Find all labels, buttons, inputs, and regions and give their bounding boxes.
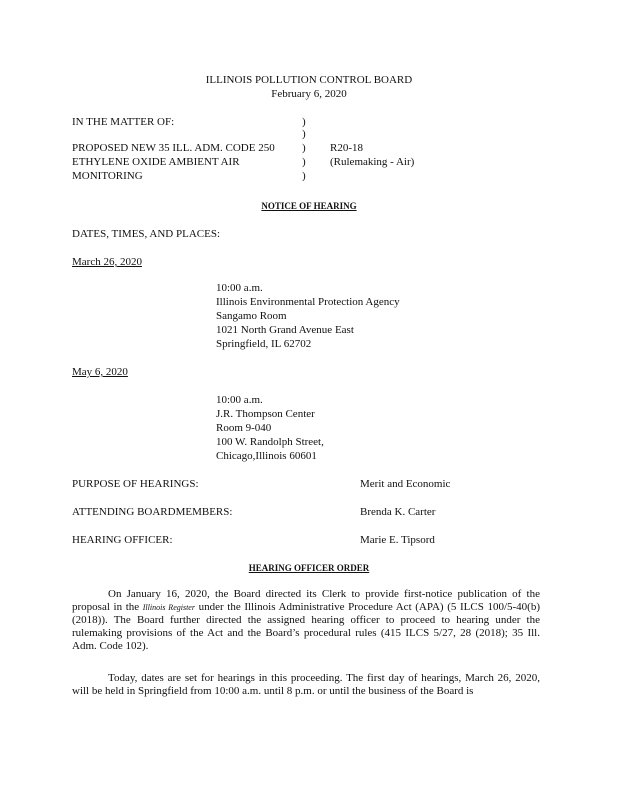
caption-line-3: MONITORING — [72, 170, 143, 182]
hearing-date-2: May 6, 2020 — [72, 366, 128, 378]
docket-number: R20-18 — [330, 142, 363, 154]
rulemaking-type: (Rulemaking - Air) — [330, 156, 415, 168]
caption-line-1: PROPOSED NEW 35 ILL. ADM. CODE 250 — [72, 142, 275, 154]
hearing-2-street: 100 W. Randolph Street, — [216, 436, 324, 448]
agency-title: ILLINOIS POLLUTION CONTROL BOARD — [205, 74, 413, 86]
hearing-1-time: 10:00 a.m. — [216, 282, 263, 294]
caption-paren: ) — [302, 142, 306, 154]
document-date: February 6, 2020 — [271, 88, 347, 100]
order-paragraph-2 — [72, 672, 540, 698]
hearing-1-room: Sangamo Room — [216, 310, 287, 322]
hearing-2-room: Room 9-040 — [216, 422, 272, 434]
hearing-date-1: March 26, 2020 — [72, 256, 142, 268]
hearing-1-city: Springfield, IL 62702 — [216, 338, 312, 350]
paragraph-1-text-b: under the Illinois Administrative Procedure Act (APA) (5 ILCS 100/5-40(b) (2018)). The Board further directed the assigned hearing officer to proceed to hearing under the rulemaking provisions of the Act and the Board’s procedural rules (415 ILCS 5/27, 28 (2018); 35 Ill. Adm. Code 102). — [72, 601, 540, 652]
attending-members-value: Brenda K. Carter — [360, 506, 436, 518]
paragraph-2-text: Today, dates are set for hearings in this proceeding. The first day of hearings, March 26, 2020, will be held in Springfield from 10:00 a.m. until 8 p.m. or until the business of the Board is — [72, 672, 540, 697]
attending-members-label: ATTENDING BOARDMEMBERS: — [72, 506, 233, 518]
caption-line-2: ETHYLENE OXIDE AMBIENT AIR — [72, 156, 240, 168]
caption-paren: ) — [302, 170, 306, 182]
in-the-matter-label: IN THE MATTER OF: — [72, 116, 175, 128]
hearing-2-city: Chicago,Illinois 60601 — [216, 450, 317, 462]
hearing-officer-order-title: HEARING OFFICER ORDER — [248, 563, 370, 573]
caption-paren: ) — [302, 128, 306, 140]
order-paragraph-1 — [72, 588, 540, 653]
purpose-label: PURPOSE OF HEARINGS: — [72, 478, 199, 490]
hearing-1-street: 1021 North Grand Avenue East — [216, 324, 354, 336]
paragraph-1-text-a: On January 16, 2020, the Board directed its Clerk to provide first-notice publication of the proposal in the — [72, 588, 540, 613]
caption-paren: ) — [302, 156, 306, 168]
purpose-value: Merit and Economic — [360, 478, 451, 490]
hearing-officer-value: Marie E. Tipsord — [360, 534, 435, 546]
hearing-officer-label: HEARING OFFICER: — [72, 534, 173, 546]
register-italic: Illinois Register — [142, 603, 195, 612]
notice-of-hearing-title: NOTICE OF HEARING — [261, 201, 357, 211]
caption-paren: ) — [302, 116, 306, 128]
hearing-1-venue: Illinois Environmental Protection Agency — [216, 296, 400, 308]
dates-times-places-heading: DATES, TIMES, AND PLACES: — [72, 228, 221, 240]
hearing-2-venue: J.R. Thompson Center — [216, 408, 315, 420]
hearing-2-time: 10:00 a.m. — [216, 394, 263, 406]
